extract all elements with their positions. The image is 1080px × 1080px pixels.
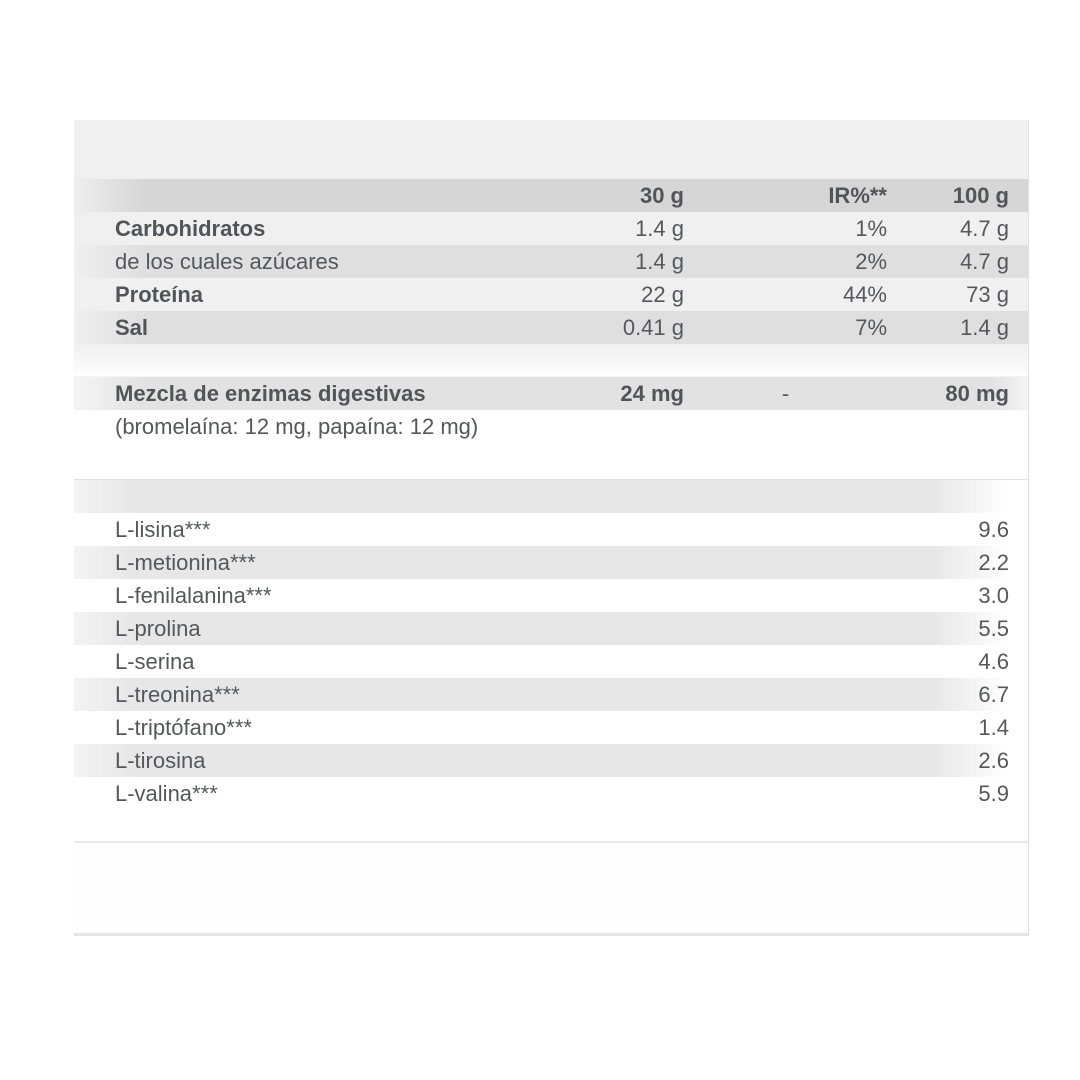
amino-label: L-prolina <box>115 615 201 641</box>
row-value-100g: 1.4 g <box>960 314 1009 340</box>
header-ir: IR%** <box>828 182 887 208</box>
enzyme-value-30g: 24 mg <box>620 380 684 406</box>
row-value-30g: 1.4 g <box>635 215 684 241</box>
amino-value: 2.6 <box>978 747 1009 773</box>
row-value-ir: 1% <box>855 215 887 241</box>
list-item <box>74 645 1028 678</box>
row-value-30g: 0.41 g <box>622 314 684 340</box>
amino-value: 4.6 <box>978 648 1009 674</box>
amino-acids-section <box>74 479 1028 841</box>
enzymes-section <box>74 376 1028 479</box>
section-fade <box>74 344 1028 376</box>
amino-value: 9.6 <box>978 516 1009 542</box>
row-value-ir: 7% <box>855 314 887 340</box>
amino-value: 3.0 <box>978 582 1009 608</box>
nutrition-table-section <box>74 120 1028 376</box>
enzyme-note-row <box>74 410 1028 444</box>
list-item <box>74 744 1028 777</box>
list-item <box>74 711 1028 744</box>
row-value-100g: 4.7 g <box>960 215 1009 241</box>
table-row <box>74 311 1028 344</box>
list-item <box>74 513 1028 546</box>
table-row <box>74 278 1028 311</box>
row-value-ir: 44% <box>842 281 887 307</box>
amino-value: 2.2 <box>978 549 1009 575</box>
amino-value: 5.9 <box>978 780 1009 806</box>
table-row <box>74 245 1028 278</box>
header-30g: 30 g <box>639 182 684 208</box>
list-item <box>74 777 1028 810</box>
amino-label: L-valina*** <box>115 780 218 806</box>
enzyme-value-100g: 80 mg <box>945 380 1009 406</box>
amino-value: 1.4 <box>978 714 1009 740</box>
amino-label: L-tirosina <box>115 747 206 773</box>
row-label: Carbohidratos <box>115 215 266 241</box>
table-header-row <box>74 179 1028 212</box>
enzyme-label: Mezcla de enzimas digestivas <box>115 380 426 406</box>
amino-label: L-fenilalanina*** <box>115 582 272 608</box>
list-item <box>74 612 1028 645</box>
empty-section <box>74 843 1028 933</box>
amino-label: L-metionina*** <box>115 549 256 575</box>
row-value-30g: 1.4 g <box>635 248 684 274</box>
amino-value: 5.5 <box>978 615 1009 641</box>
nutrition-facts-panel <box>74 120 1029 936</box>
header-100g: 100 g <box>952 182 1009 208</box>
amino-label: L-triptófano*** <box>115 714 252 740</box>
amino-header-stripe <box>74 480 1028 513</box>
table-row <box>74 212 1028 245</box>
row-label: de los cuales azúcares <box>115 248 339 274</box>
amino-label: L-treonina*** <box>115 681 240 707</box>
enzyme-value-ir: - <box>781 380 790 406</box>
row-label: Proteína <box>115 281 204 307</box>
list-item <box>74 678 1028 711</box>
row-value-30g: 22 g <box>641 281 684 307</box>
list-item <box>74 546 1028 579</box>
amino-label: L-serina <box>115 648 195 674</box>
row-value-100g: 4.7 g <box>960 248 1009 274</box>
amino-value: 6.7 <box>978 681 1009 707</box>
enzyme-row <box>74 377 1028 410</box>
row-value-ir: 2% <box>855 248 887 274</box>
enzyme-note: (bromelaína: 12 mg, papaína: 12 mg) <box>115 414 479 439</box>
amino-label: L-lisina*** <box>115 516 211 542</box>
divider <box>74 933 1028 936</box>
list-item <box>74 579 1028 612</box>
row-value-100g: 73 g <box>966 281 1009 307</box>
row-label: Sal <box>115 314 149 340</box>
